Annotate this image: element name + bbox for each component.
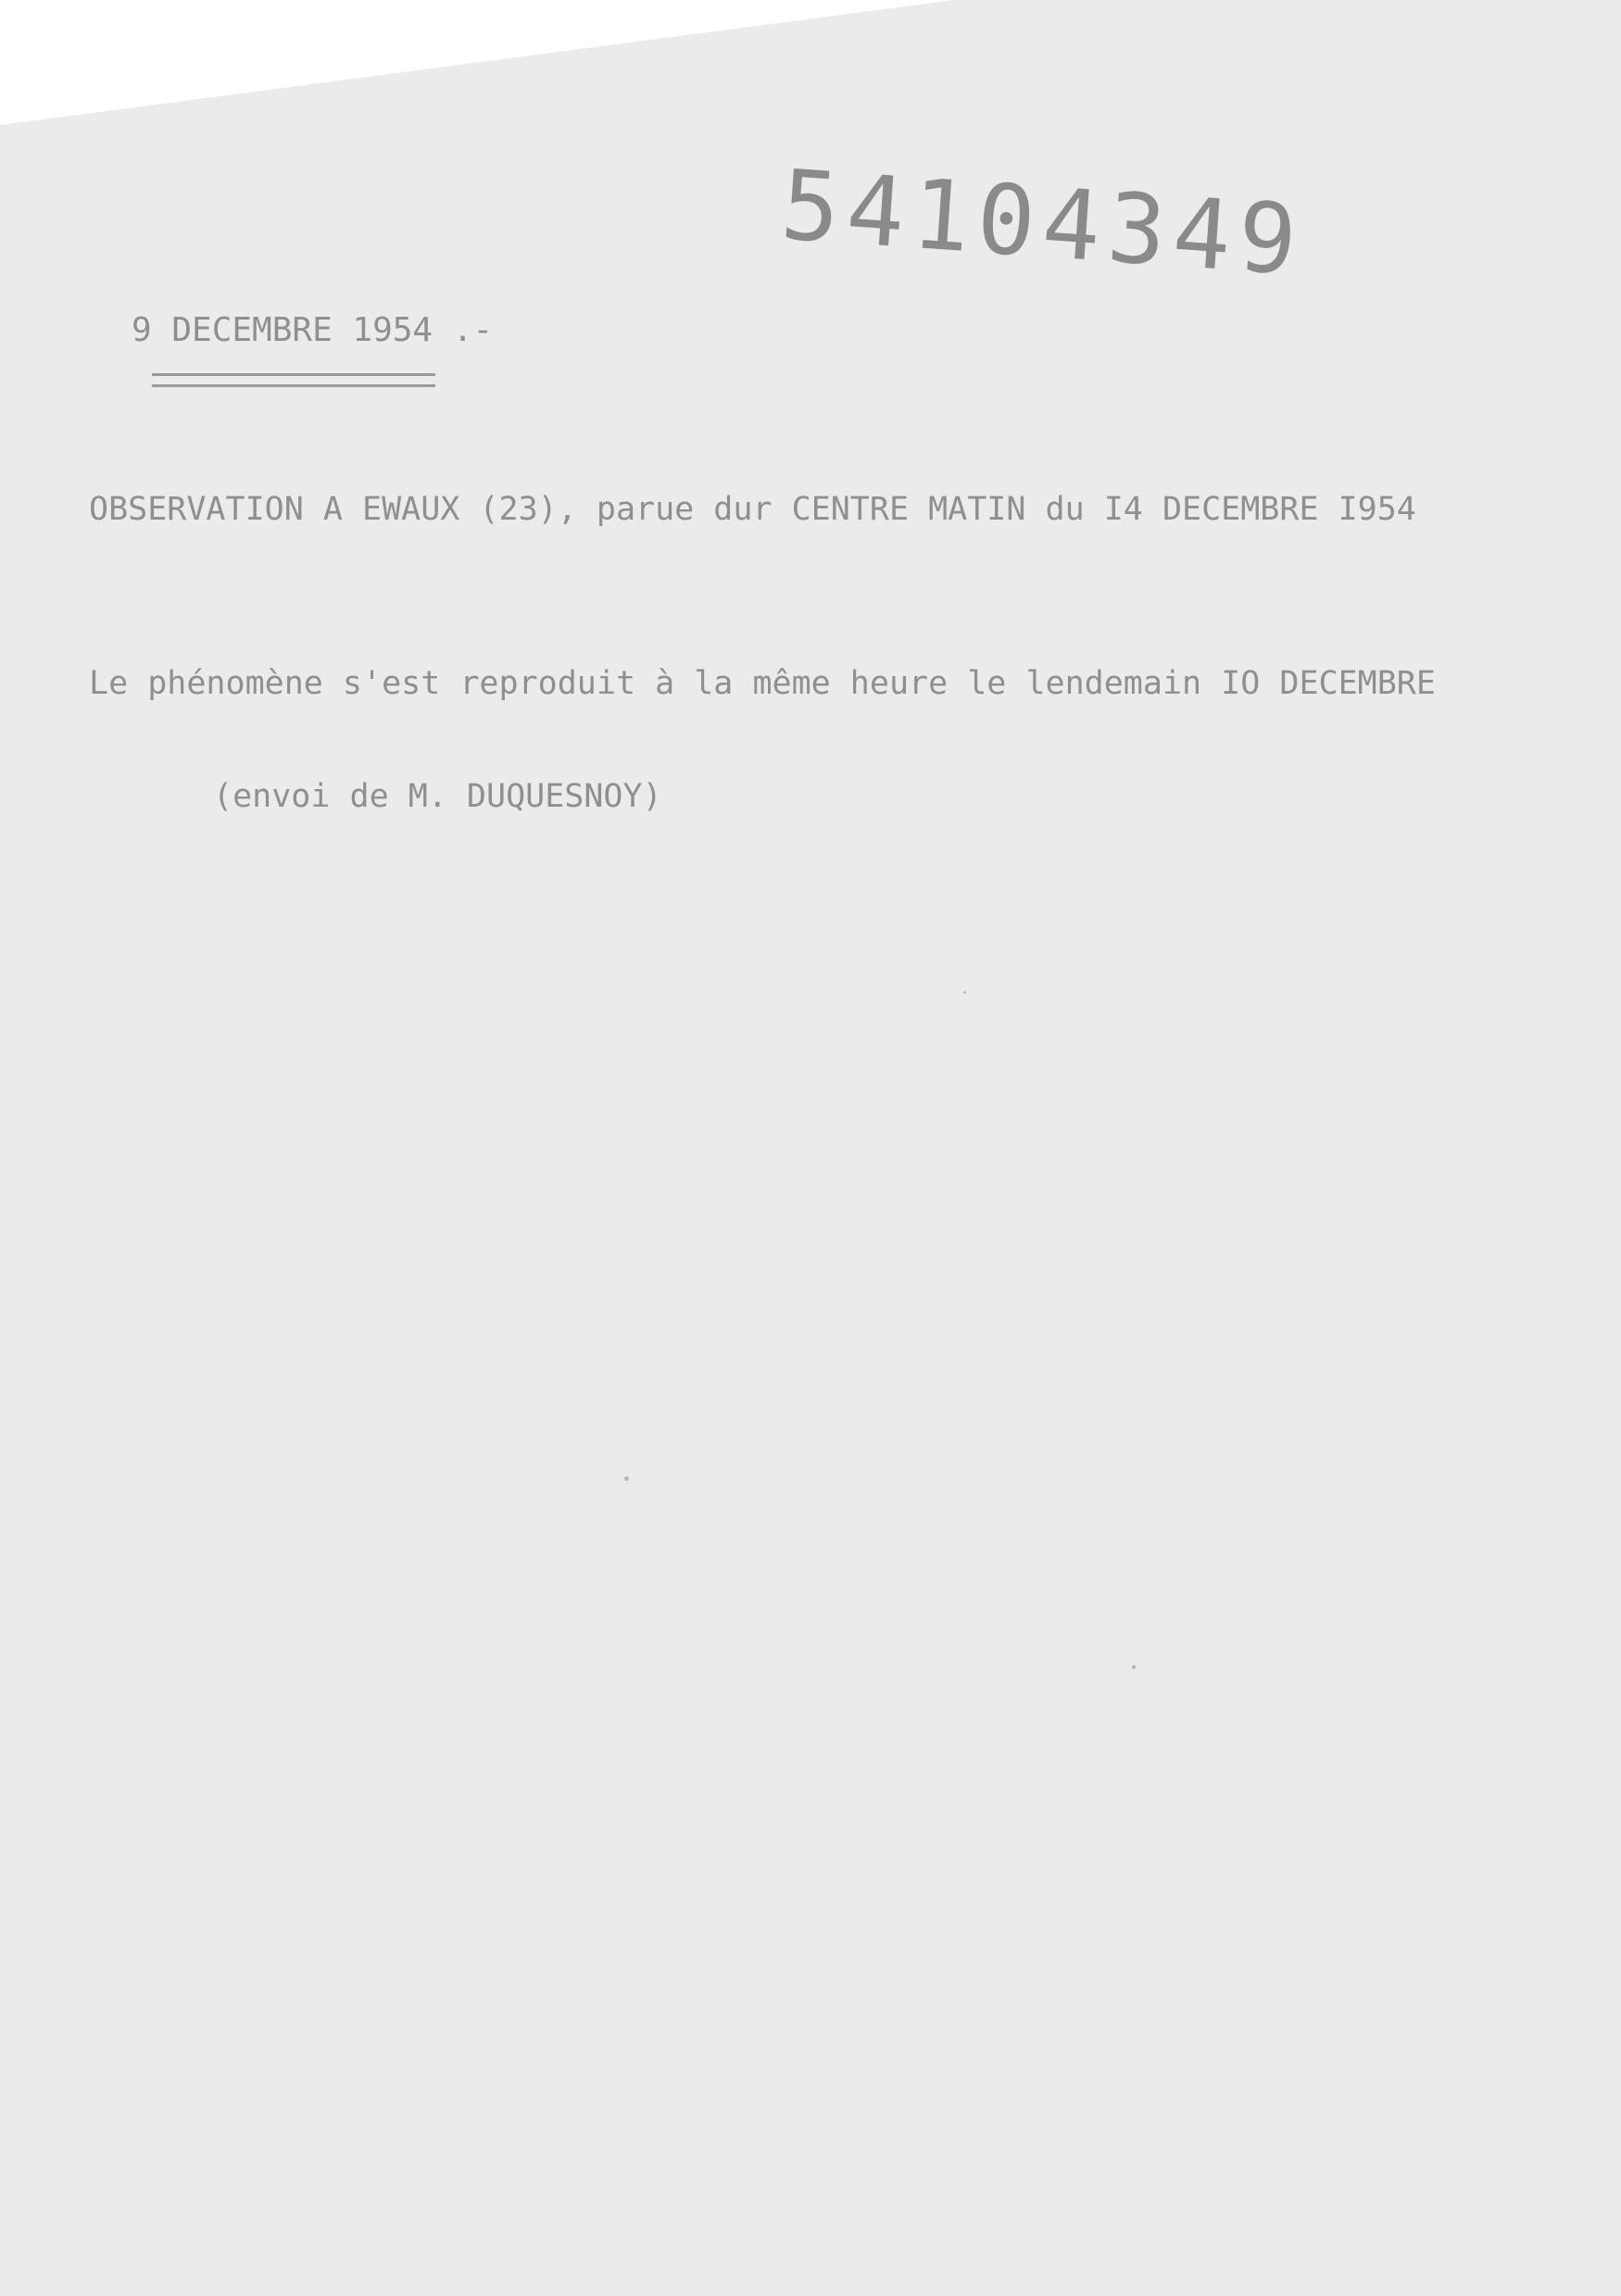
- sender-note: (envoi de M. DUQUESNOY): [213, 778, 662, 815]
- observation-heading: OBSERVATION A EWAUX (23), parue dur CENTRE MATIN du I4 DECEMBRE I954: [89, 491, 1416, 528]
- paper-speck: [624, 1476, 629, 1481]
- archive-stamp-number: 54104349: [777, 148, 1308, 298]
- paper-speck: [963, 991, 966, 994]
- phenomenon-note: Le phénomène s'est reproduit à la même heure le lendemain IO DECEMBRE: [89, 665, 1436, 702]
- paper-speck: [1132, 1665, 1136, 1669]
- document-date: 9 DECEMBRE 1954 .-: [132, 311, 494, 349]
- date-underline: [152, 373, 435, 387]
